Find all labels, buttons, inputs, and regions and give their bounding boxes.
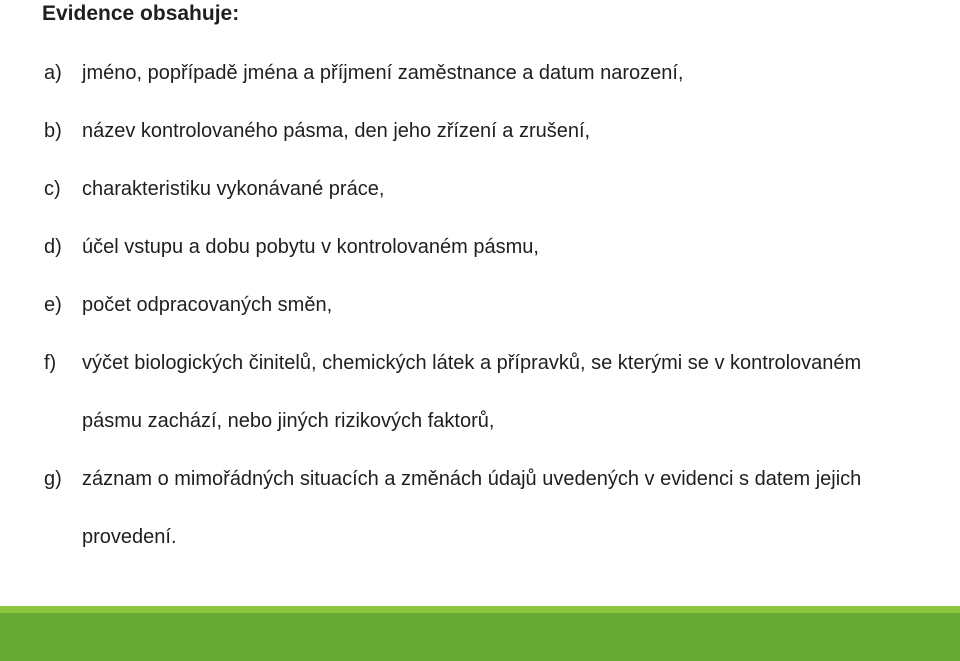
list-item bbox=[0, 102, 960, 160]
list-marker: f) bbox=[44, 352, 57, 374]
list-marker: d) bbox=[44, 236, 62, 258]
list-marker: g) bbox=[44, 468, 62, 490]
list-item bbox=[0, 334, 960, 450]
list-marker: b) bbox=[44, 120, 62, 142]
list-item bbox=[0, 450, 960, 566]
list-item-text: jméno, popřípadě jména a příjmení zaměstnance a datum narození, bbox=[82, 62, 684, 84]
list-item bbox=[0, 276, 960, 334]
list-item-text: účel vstupu a dobu pobytu v kontrolovaném pásmu, bbox=[82, 236, 539, 258]
evidence-list bbox=[0, 44, 960, 566]
list-item bbox=[0, 160, 960, 218]
footer-bar-accent bbox=[0, 606, 960, 613]
list-item-text: charakteristiku vykonávané práce, bbox=[82, 178, 385, 200]
footer-bar bbox=[0, 613, 960, 661]
list-marker: e) bbox=[44, 294, 62, 316]
list-item bbox=[0, 218, 960, 276]
list-item-text: počet odpracovaných směn, bbox=[82, 294, 333, 316]
list-item-text: název kontrolovaného pásma, den jeho zřízení a zrušení, bbox=[82, 120, 591, 142]
page-title: Evidence obsahuje: bbox=[42, 2, 240, 25]
list-marker: a) bbox=[44, 62, 62, 84]
list-item-text: záznam o mimořádných situacích a změnách údajů uvedených v evidenci s datem jejich provedení. bbox=[82, 468, 862, 548]
list-item bbox=[0, 44, 960, 102]
list-marker: c) bbox=[44, 178, 61, 200]
list-item-text: výčet biologických činitelů, chemických látek a přípravků, se kterými se v kontrolovaném pásmu zachází, nebo jiných rizikových faktorů, bbox=[82, 352, 862, 432]
